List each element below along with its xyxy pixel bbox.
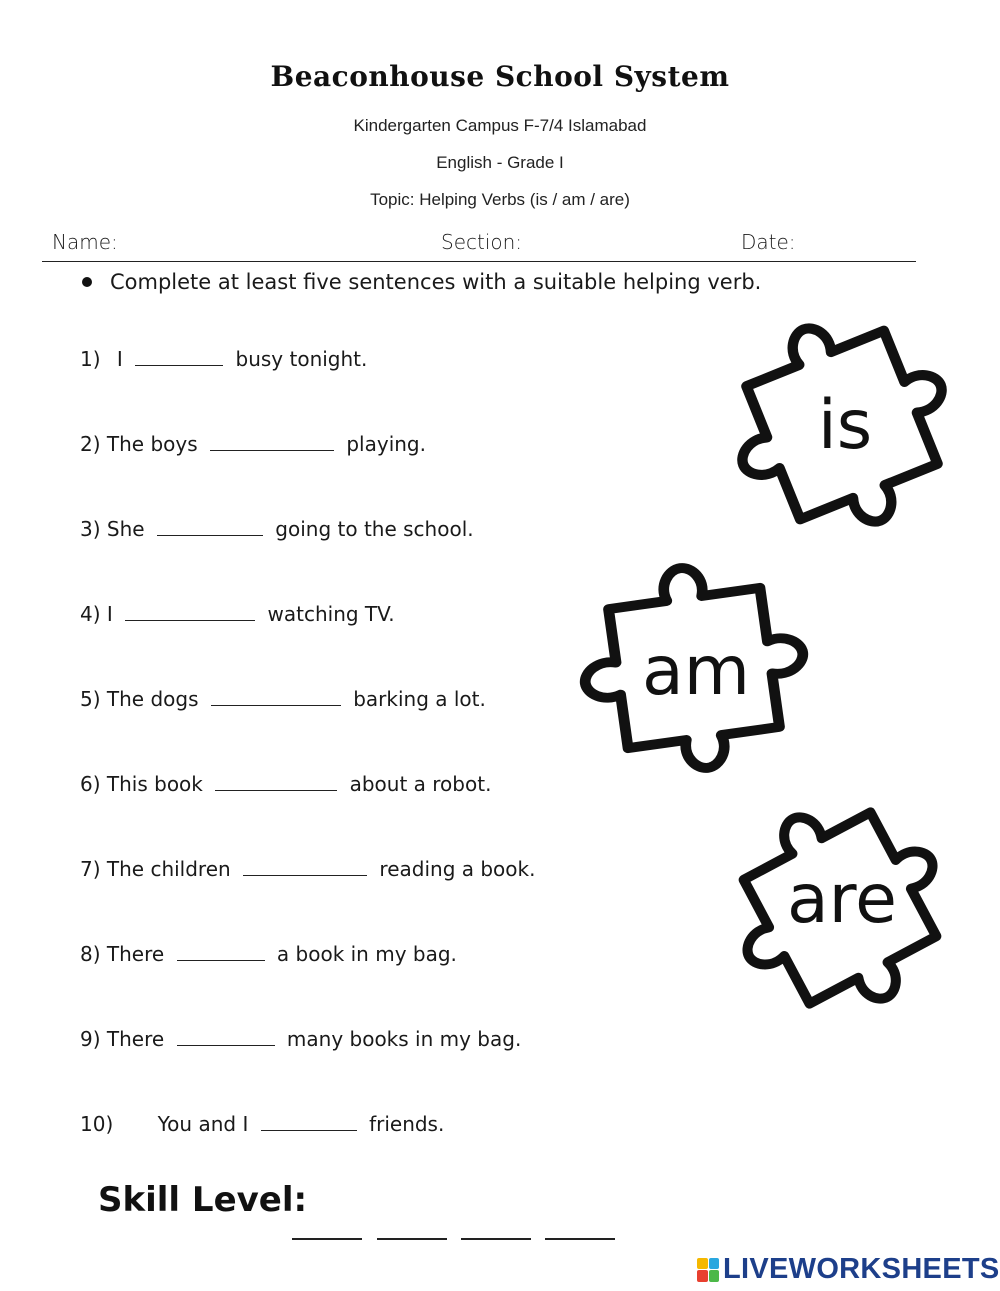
- question-text-after: barking a lot.: [353, 687, 486, 711]
- question-text-before: She: [106, 517, 145, 541]
- skill-level-label: Skill Level:: [98, 1180, 308, 1220]
- liveworksheets-logo[interactable]: [697, 1253, 1000, 1286]
- question-number: 10): [80, 1112, 114, 1136]
- question-text-before: There: [106, 942, 165, 966]
- question-number: 6): [80, 772, 101, 796]
- name-label: Name:: [52, 230, 118, 254]
- question-text-before: This book: [106, 772, 203, 796]
- question-number: 7): [80, 857, 101, 881]
- question-text-before: I: [106, 602, 113, 626]
- instruction-text: Complete at least five sentences with a suitable helping verb.: [110, 270, 762, 294]
- section-label: Section:: [441, 230, 523, 254]
- question-text-before: You and I: [157, 1112, 249, 1136]
- question-number: 4): [80, 602, 101, 626]
- topic-line: Topic: Helping Verbs (is / am / are): [370, 190, 630, 209]
- skill-line: [292, 1238, 362, 1240]
- question-number: 8): [80, 942, 101, 966]
- subject-line: English - Grade I: [436, 153, 564, 172]
- question-text-before: The boys: [106, 432, 198, 456]
- skill-line: [377, 1238, 447, 1240]
- question-text-after: playing.: [346, 432, 426, 456]
- question-text-before: There: [106, 1027, 165, 1051]
- logo-icon: [697, 1258, 719, 1282]
- question-text-after: friends.: [369, 1112, 445, 1136]
- question-number: 1): [80, 347, 101, 371]
- question-number: 9): [80, 1027, 101, 1051]
- logo-text: LIVEWORKSHEETS: [723, 1253, 1000, 1285]
- question-text-before: I: [116, 347, 123, 371]
- question-text-after: busy tonight.: [235, 347, 368, 371]
- question-text-after: reading a book.: [379, 857, 536, 881]
- question-text-after: a book in my bag.: [276, 942, 457, 966]
- skill-line: [461, 1238, 531, 1240]
- question-text-before: The dogs: [106, 687, 199, 711]
- question-number: 2): [80, 432, 101, 456]
- question-text-before: The children: [106, 857, 231, 881]
- question-text-after: many books in my bag.: [286, 1027, 522, 1051]
- question-number: 5): [80, 687, 101, 711]
- puzzle-word-is: is: [817, 386, 873, 465]
- date-label: Date:: [741, 230, 796, 254]
- puzzle-word-are: are: [787, 860, 897, 939]
- puzzle-word-am: am: [642, 632, 750, 711]
- question-number: 3): [80, 517, 101, 541]
- question-text-after: watching TV.: [267, 602, 395, 626]
- skill-line: [545, 1238, 615, 1240]
- school-name: Beaconhouse School System: [270, 60, 730, 93]
- question-text-after: going to the school.: [275, 517, 474, 541]
- campus-line: Kindergarten Campus F-7/4 Islamabad: [353, 116, 647, 135]
- question-text-after: about a robot.: [349, 772, 492, 796]
